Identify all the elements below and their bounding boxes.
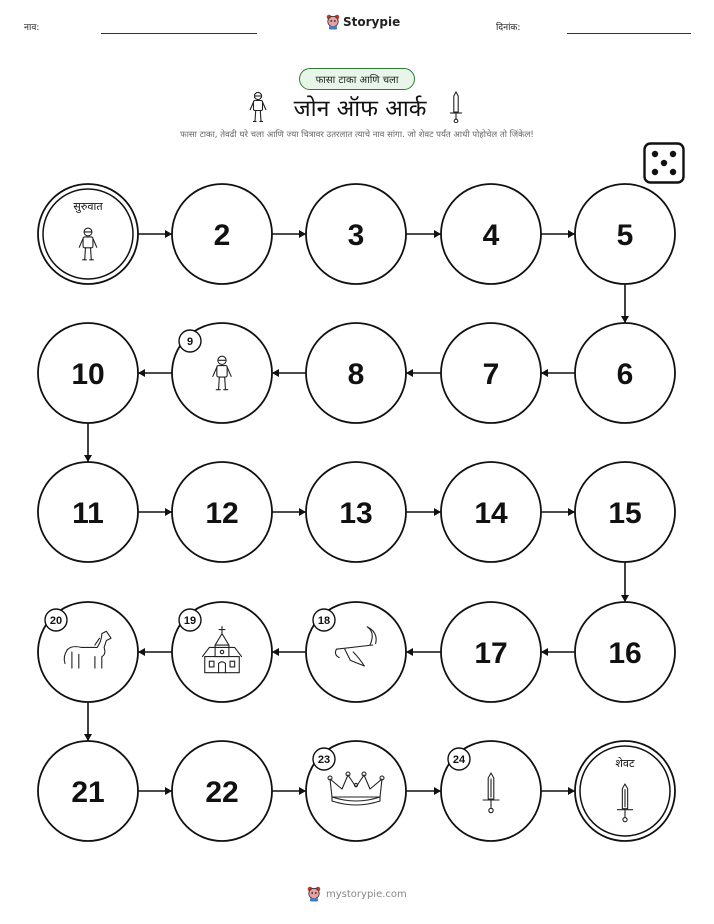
page-title: जोन ऑफ आर्क	[293, 96, 427, 122]
arrow-head	[621, 316, 629, 323]
footer-site: mystorypie.com	[326, 888, 407, 900]
board-cell-3[interactable]	[306, 184, 406, 284]
arrow-head	[165, 508, 172, 516]
arrow-head	[299, 787, 306, 795]
board-cell-22[interactable]	[172, 741, 272, 841]
board-cell-8[interactable]	[306, 323, 406, 423]
board-cell-4[interactable]	[441, 184, 541, 284]
brand-name: Storypie	[343, 15, 401, 29]
cell-number: 8	[347, 358, 365, 391]
board-cell-9[interactable]	[172, 323, 272, 423]
cell-number: 3	[347, 219, 365, 252]
board-cell-6[interactable]	[575, 323, 675, 423]
board-cell-20[interactable]	[38, 602, 138, 702]
board-cell-18[interactable]	[306, 602, 406, 702]
board-cell-17[interactable]	[441, 602, 541, 702]
board-cells	[38, 184, 675, 841]
arrow-head	[138, 648, 145, 656]
arrow-head	[299, 230, 306, 238]
end-label: शेवट	[615, 757, 635, 770]
cell-number: 16	[608, 637, 642, 670]
board-cell-21[interactable]	[38, 741, 138, 841]
arrow-head	[541, 369, 548, 377]
cell-number: 17	[474, 637, 508, 670]
board-cell-19[interactable]	[172, 602, 272, 702]
cell-number: 11	[72, 497, 104, 530]
arrow-head	[434, 508, 441, 516]
arrow-head	[434, 787, 441, 795]
cell-number: 15	[608, 497, 642, 530]
arrow-head	[541, 648, 548, 656]
cell-number: 13	[339, 497, 373, 530]
arrow-head	[299, 508, 306, 516]
board-cell-23[interactable]	[306, 741, 406, 841]
board-cell-start[interactable]	[38, 184, 138, 284]
cell-badge-number: 19	[183, 615, 197, 627]
cell-number: 7	[482, 358, 500, 391]
arrow-head	[272, 648, 279, 656]
cell-badge-number: 24	[452, 754, 466, 766]
cell-number: 10	[71, 358, 105, 391]
arrow-head	[165, 230, 172, 238]
arrow-head	[165, 787, 172, 795]
board-cell-2[interactable]	[172, 184, 272, 284]
cell-number: 22	[205, 776, 239, 809]
arrow-head	[406, 648, 413, 656]
arrow-head	[138, 369, 145, 377]
cell-number: 2	[213, 219, 231, 252]
cell-number: 4	[482, 219, 500, 252]
arrow-head	[568, 508, 575, 516]
name-label: नाव:	[24, 23, 40, 33]
arrow-head	[406, 369, 413, 377]
board-cell-24[interactable]	[441, 741, 541, 841]
cell-badge-number: 9	[186, 336, 194, 348]
arrow-head	[434, 230, 441, 238]
date-label: दिनांक:	[496, 23, 521, 33]
cell-number: 12	[205, 497, 239, 530]
mascot-icon	[306, 886, 322, 902]
activity-tag: फासा टाका आणि चला	[299, 68, 415, 90]
start-label: सुरुवात	[73, 200, 103, 213]
arrow-head	[568, 787, 575, 795]
board-cell-13[interactable]	[306, 462, 406, 562]
board-cell-15[interactable]	[575, 462, 675, 562]
board-cell-14[interactable]	[441, 462, 541, 562]
cell-number: 21	[71, 776, 105, 809]
arrow-head	[621, 595, 629, 602]
board-cell-10[interactable]	[38, 323, 138, 423]
board-cell-12[interactable]	[172, 462, 272, 562]
arrow-head	[84, 734, 92, 741]
footer	[306, 886, 407, 902]
board-cell-7[interactable]	[441, 323, 541, 423]
arrow-head	[84, 455, 92, 462]
cell-badge-number: 20	[49, 615, 63, 627]
cell-badge-number: 18	[317, 615, 331, 627]
cell-number: 14	[474, 497, 508, 530]
arrow-head	[272, 369, 279, 377]
board-cell-end[interactable]	[575, 741, 675, 841]
cell-circle	[38, 184, 138, 284]
cell-number: 5	[616, 219, 634, 252]
board-cell-16[interactable]	[575, 602, 675, 702]
arrow-head	[568, 230, 575, 238]
board-cell-5[interactable]	[575, 184, 675, 284]
instructions: फासा टाका, तेवढी घरे चला आणि ज्या चित्रावर उतरलात त्याचे नाव सांगा. जो शेवट पर्यंत आधी पोहोचेल तो जिंकेल!	[180, 130, 534, 140]
board-cell-11[interactable]	[38, 462, 138, 562]
cell-number: 6	[616, 358, 634, 391]
cell-badge-number: 23	[317, 754, 331, 766]
